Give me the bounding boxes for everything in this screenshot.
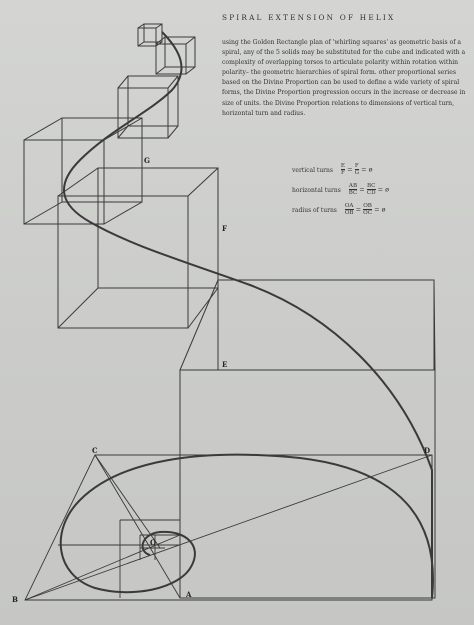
label-b: B (12, 595, 18, 604)
equation-radius-of-turns: radius of turns $\frac{OA}{OB}$ = $\frac{OB}{OC}$ = ø (292, 203, 386, 216)
body-paragraph: using the Golden Rectangle plan of 'whirling squares' as geometric basis of a spiral, any of the 5 solids may be substituted for the cube and indicated with a complexity of overlapping torsos to articulate polarity within rotation within polarity– the geometric hierarchies of spiral form. other proportional series based on the Divine Proportion can be used to define a wide variety of spiral forms, the Divine Proportion progression occurs in the increase or decrease in size of units. the Divine Proportion relations to dimensions of vertical turn, horizontal turn and radius. (222, 39, 466, 117)
page-title: SPIRAL EXTENSION OF HELIX (222, 13, 396, 22)
cube-xlarge (58, 168, 218, 328)
equation-label: horizontal turns (292, 186, 341, 194)
label-o: O (150, 538, 157, 547)
label-e: E (222, 360, 228, 369)
label-d: D (424, 446, 431, 455)
equation-vertical-turns: vertical turns $\frac{E}{F}$ = $\frac{F}{G}$ = ø (292, 163, 373, 176)
equation-horizontal-turns: horizontal turns $\frac{AB}{BC}$ = $\frac{BC}{CD}$ = ø (292, 183, 390, 196)
base-spiral (61, 455, 433, 598)
equation-result: = ø (374, 205, 386, 214)
cube-medium (118, 76, 178, 138)
equation-label: radius of turns (292, 206, 337, 214)
label-g: G (144, 156, 150, 165)
label-f: F (222, 224, 227, 233)
label-c: C (92, 446, 98, 455)
equation-result: = ø (361, 165, 373, 174)
cube-xxlarge (180, 280, 435, 598)
equation-result: = ø (377, 185, 390, 194)
helix-curve (64, 32, 432, 598)
equation-label: vertical turns (292, 166, 333, 174)
label-a: A (186, 590, 192, 599)
cube-large (24, 118, 142, 224)
